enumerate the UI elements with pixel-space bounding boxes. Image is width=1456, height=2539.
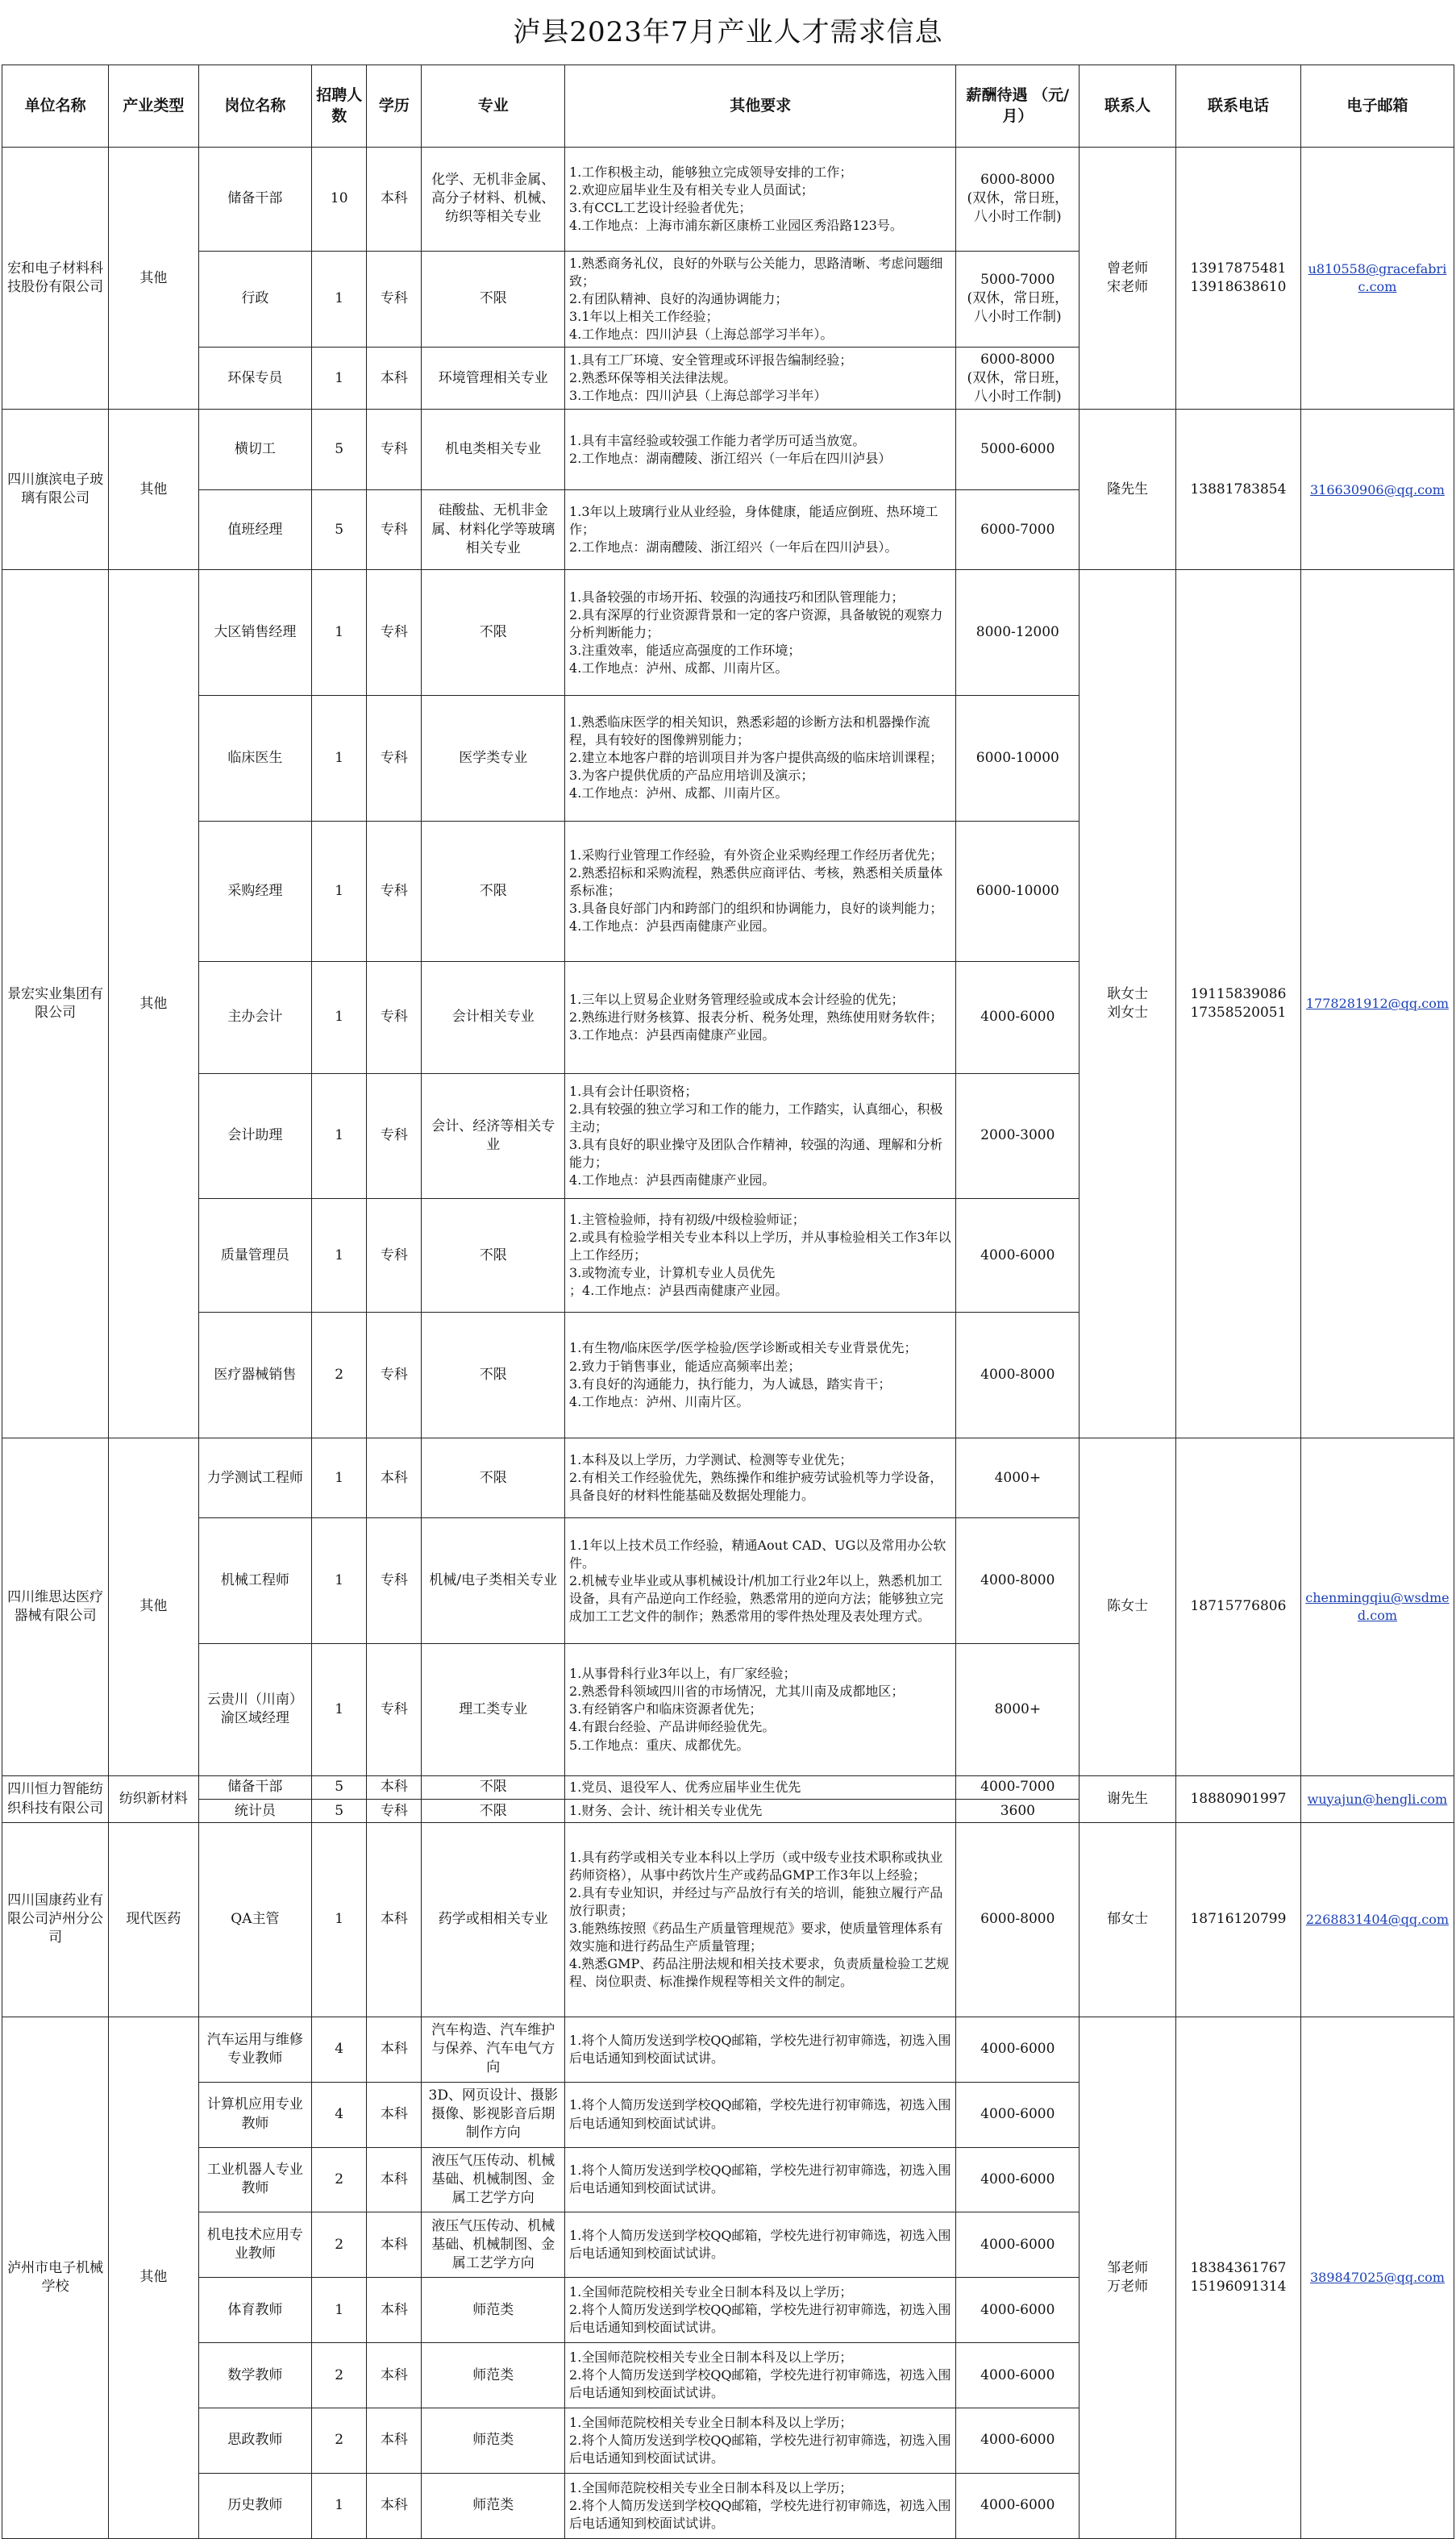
contact-email[interactable]: chenmingqiu@wsdmed.com (1300, 1438, 1454, 1775)
count-header: 招聘人数 (312, 65, 367, 148)
education-level: 本科 (367, 148, 422, 252)
position-header: 岗位名称 (198, 65, 311, 148)
salary-range: 4000-6000 (956, 1199, 1080, 1313)
major-field: 会计、经济等相关专业 (422, 1073, 565, 1199)
hire-count: 1 (312, 570, 367, 696)
major-field: 3D、网页设计、摄影摄像、影视影音后期制作方向 (422, 2082, 565, 2147)
position-name: 值班经理 (198, 489, 311, 570)
position-name: 汽车运用与维修专业教师 (198, 2017, 311, 2082)
salary-range: 4000-8000 (956, 1518, 1080, 1644)
hire-count: 2 (312, 2343, 367, 2408)
hire-count: 2 (312, 2147, 367, 2212)
contact-phone: 18880901997 (1176, 1775, 1301, 1822)
salary-range: 4000-6000 (956, 2278, 1080, 2343)
education-header: 学历 (367, 65, 422, 148)
position-name: 机电技术应用专业教师 (198, 2212, 311, 2278)
hire-count: 1 (312, 1644, 367, 1776)
education-level: 专科 (367, 695, 422, 821)
salary-range: 4000-6000 (956, 2408, 1080, 2474)
contact-phone: 13917875481 13918638610 (1176, 148, 1301, 410)
requirements-header: 其他要求 (565, 65, 956, 148)
position-name: QA主管 (198, 1823, 311, 2017)
major-field: 药学或相相关专业 (422, 1823, 565, 2017)
education-level: 专科 (367, 1199, 422, 1313)
major-field: 化学、无机非金属、高分子材料、机械、纺织等相关专业 (422, 148, 565, 252)
position-name: 环保专员 (198, 348, 311, 410)
position-name: 力学测试工程师 (198, 1438, 311, 1518)
company-name: 四川恒力智能纺织科技有限公司 (2, 1775, 109, 1822)
requirements-text: 1.熟悉临床医学的相关知识，熟悉彩超的诊断方法和机器操作流程，具有较好的图像辨别能力； 2.建立本地客户群的培训项目并为客户提供高级的临床培训课程； 3.为客户提供优质的产品应用培训及演示； 4.工作地点：泸州、成都、川南片区。 (565, 695, 956, 821)
position-name: 数学教师 (198, 2343, 311, 2408)
requirements-text: 1.全国师范院校相关专业全日制本科及以上学历； 2.将个人简历发送到学校QQ邮箱，学校先进行初审筛选，初选入围后电话通知到校面试试讲。 (565, 2278, 956, 2343)
requirements-text: 1.本科及以上学历，力学测试、检测等专业优先； 2.有相关工作经验优先，熟练操作和维护疲劳试验机等力学设备，具备良好的材料性能基础及数据处理能力。 (565, 1438, 956, 1518)
industry-type: 其他 (109, 2017, 199, 2538)
phone-header: 联系电话 (1176, 65, 1301, 148)
major-field: 不限 (422, 1199, 565, 1313)
major-field: 不限 (422, 821, 565, 961)
salary-range: 6000-10000 (956, 695, 1080, 821)
salary-range: 4000+ (956, 1438, 1080, 1518)
hire-count: 2 (312, 2408, 367, 2474)
contact-phone: 18384361767 15196091314 (1176, 2017, 1301, 2538)
hire-count: 1 (312, 695, 367, 821)
major-field: 不限 (422, 1438, 565, 1518)
hire-count: 10 (312, 148, 367, 252)
education-level: 本科 (367, 2082, 422, 2147)
major-field: 理工类专业 (422, 1644, 565, 1776)
major-field: 不限 (422, 1313, 565, 1438)
salary-range: 6000-8000 (956, 1823, 1080, 2017)
hire-count: 1 (312, 1073, 367, 1199)
page-title: 泸县2023年7月产业人才需求信息 (513, 16, 943, 48)
requirements-text: 1.将个人简历发送到学校QQ邮箱，学校先进行初审筛选，初选入围后电话通知到校面试试讲。 (565, 2212, 956, 2278)
salary-range: 3600 (956, 1800, 1080, 1823)
industry-type: 其他 (109, 410, 199, 570)
education-level: 本科 (367, 2473, 422, 2538)
education-level: 专科 (367, 1644, 422, 1776)
requirements-text: 1.3年以上玻璃行业从业经验，身体健康，能适应倒班、热环境工作； 2.工作地点：湖南醴陵、浙江绍兴（一年后在四川泸县）。 (565, 489, 956, 570)
education-level: 本科 (367, 348, 422, 410)
job-row (2, 148, 1454, 252)
position-name: 统计员 (198, 1800, 311, 1823)
hire-count: 5 (312, 1775, 367, 1799)
job-row (2, 1775, 1454, 1799)
position-name: 历史教师 (198, 2473, 311, 2538)
major-field: 会计相关专业 (422, 961, 565, 1073)
email-header: 电子邮箱 (1300, 65, 1454, 148)
salary-range: 6000-8000 (双休，常日班，八小时工作制) (956, 148, 1080, 252)
hire-count: 2 (312, 2212, 367, 2278)
position-name: 行政 (198, 251, 311, 348)
position-name: 储备干部 (198, 1775, 311, 1799)
hire-count: 1 (312, 1438, 367, 1518)
position-name: 计算机应用专业教师 (198, 2082, 311, 2147)
major-field: 师范类 (422, 2473, 565, 2538)
education-level: 专科 (367, 1313, 422, 1438)
position-name: 医疗器械销售 (198, 1313, 311, 1438)
salary-range: 6000-7000 (956, 489, 1080, 570)
hire-count: 1 (312, 2278, 367, 2343)
salary-range: 5000-6000 (956, 410, 1080, 490)
requirements-text: 1.熟悉商务礼仪，良好的外联与公关能力，思路清晰、考虑问题细致； 2.有团队精神、良好的沟通协调能力； 3.1年以上相关工作经验； 4.工作地点：四川泸县（上海总部学习半年）。 (565, 251, 956, 348)
job-row (2, 1438, 1454, 1518)
hire-count: 5 (312, 410, 367, 490)
position-name: 思政教师 (198, 2408, 311, 2474)
major-field: 硅酸盐、无机非金属、材料化学等玻璃相关专业 (422, 489, 565, 570)
position-name: 机械工程师 (198, 1518, 311, 1644)
contact-person: 邹老师 万老师 (1080, 2017, 1176, 2538)
salary-range: 6000-8000 (双休，常日班，八小时工作制) (956, 348, 1080, 410)
major-field: 师范类 (422, 2408, 565, 2474)
major-field: 不限 (422, 251, 565, 348)
requirements-text: 1.三年以上贸易企业财务管理经验或成本会计经验的优先； 2.熟练进行财务核算、报表分析、税务处理，熟练使用财务软件； 3.工作地点：泸县西南健康产业园。 (565, 961, 956, 1073)
requirements-text: 1.有生物/临床医学/医学检验/医学诊断或相关专业背景优先； 2.致力于销售事业，能适应高频率出差； 3.有良好的沟通能力，执行能力，为人诚恳，踏实肯干； 4.工作地点：泸州、川南片区。 (565, 1313, 956, 1438)
industry-type: 其他 (109, 1438, 199, 1775)
education-level: 专科 (367, 821, 422, 961)
major-field: 不限 (422, 1800, 565, 1823)
requirements-text: 1.党员、退役军人、优秀应届毕业生优先 (565, 1775, 956, 1799)
requirements-text: 1.具备较强的市场开拓、较强的沟通技巧和团队管理能力； 2.具有深厚的行业资源背景和一定的客户资源，具备敏锐的观察力分析判断能力； 3.注重效率，能适应高强度的工作环境； 4.工作地点：泸州、成都、川南片区。 (565, 570, 956, 696)
hire-count: 4 (312, 2082, 367, 2147)
company-name: 景宏实业集团有限公司 (2, 570, 109, 1438)
position-name: 临床医生 (198, 695, 311, 821)
job-row (2, 1823, 1454, 2017)
salary-range: 4000-7000 (956, 1775, 1080, 1799)
requirements-text: 1.全国师范院校相关专业全日制本科及以上学历； 2.将个人简历发送到学校QQ邮箱，学校先进行初审筛选，初选入围后电话通知到校面试试讲。 (565, 2343, 956, 2408)
contact-email[interactable]: u810558@gracefabric.com (1300, 148, 1454, 410)
company-name: 泸州市电子机械学校 (2, 2017, 109, 2538)
education-level: 专科 (367, 489, 422, 570)
contact-person: 郁女士 (1080, 1823, 1176, 2017)
requirements-text: 1.财务、会计、统计相关专业优先 (565, 1800, 956, 1823)
job-table (2, 65, 1454, 2539)
requirements-text: 1.全国师范院校相关专业全日制本科及以上学历； 2.将个人简历发送到学校QQ邮箱，学校先进行初审筛选，初选入围后电话通知到校面试试讲。 (565, 2408, 956, 2474)
hire-count: 1 (312, 821, 367, 961)
education-level: 专科 (367, 1073, 422, 1199)
salary-range: 5000-7000 (双休，常日班，八小时工作制) (956, 251, 1080, 348)
industry-header: 产业类型 (109, 65, 199, 148)
requirements-text: 1.1年以上技术员工作经验，精通Aout CAD、UG以及常用办公软件。 2.机械专业毕业或从事机械设计/机加工行业2年以上，熟悉机加工设备，具有产品逆向工作经验，熟悉常用的逆向方法；能够独立完成加工工艺文件的制作；熟悉常用的零件热处理及表处理方式。 (565, 1518, 956, 1644)
salary-range: 4000-6000 (956, 2212, 1080, 2278)
major-field: 液压气压传动、机械基础、机械制图、金属工艺学方向 (422, 2147, 565, 2212)
contact-email[interactable]: 2268831404@qq.com (1300, 1823, 1454, 2017)
contact-email[interactable]: 389847025@qq.com (1300, 2017, 1454, 2538)
salary-range: 4000-6000 (956, 2147, 1080, 2212)
contact-person: 隆先生 (1080, 410, 1176, 570)
contact-phone: 19115839086 17358520051 (1176, 570, 1301, 1438)
education-level: 本科 (367, 2212, 422, 2278)
header-row (2, 65, 1454, 148)
hire-count: 5 (312, 489, 367, 570)
education-level: 本科 (367, 1775, 422, 1799)
major-field: 医学类专业 (422, 695, 565, 821)
position-name: 横切工 (198, 410, 311, 490)
contact-phone: 13881783854 (1176, 410, 1301, 570)
hire-count: 1 (312, 251, 367, 348)
requirements-text: 1.将个人简历发送到学校QQ邮箱，学校先进行初审筛选，初选入围后电话通知到校面试试讲。 (565, 2147, 956, 2212)
salary-range: 8000+ (956, 1644, 1080, 1776)
contact-email[interactable]: 1778281912@qq.com (1300, 570, 1454, 1438)
requirements-text: 1.将个人简历发送到学校QQ邮箱，学校先进行初审筛选，初选入围后电话通知到校面试试讲。 (565, 2082, 956, 2147)
position-name: 体育教师 (198, 2278, 311, 2343)
hire-count: 2 (312, 1313, 367, 1438)
education-level: 专科 (367, 1518, 422, 1644)
salary-range: 4000-6000 (956, 2082, 1080, 2147)
company-header: 单位名称 (2, 65, 109, 148)
contact-person: 曾老师 宋老师 (1080, 148, 1176, 410)
requirements-text: 1.全国师范院校相关专业全日制本科及以上学历； 2.将个人简历发送到学校QQ邮箱，学校先进行初审筛选，初选入围后电话通知到校面试试讲。 (565, 2473, 956, 2538)
company-name: 四川旗滨电子玻璃有限公司 (2, 410, 109, 570)
education-level: 本科 (367, 1823, 422, 2017)
hire-count: 1 (312, 1199, 367, 1313)
job-row (2, 410, 1454, 490)
contact-email[interactable]: wuyajun@hengli.com (1300, 1775, 1454, 1822)
requirements-text: 1.具有工厂环境、安全管理或环评报告编制经验； 2.熟悉环保等相关法律法规。 3.工作地点：四川泸县（上海总部学习半年） (565, 348, 956, 410)
education-level: 本科 (367, 2278, 422, 2343)
contact-header: 联系人 (1080, 65, 1176, 148)
major-field: 不限 (422, 1775, 565, 1799)
contact-phone: 18715776806 (1176, 1438, 1301, 1775)
education-level: 本科 (367, 2147, 422, 2212)
salary-range: 4000-6000 (956, 2473, 1080, 2538)
major-header: 专业 (422, 65, 565, 148)
salary-range: 4000-6000 (956, 2343, 1080, 2408)
education-level: 专科 (367, 1800, 422, 1823)
position-name: 储备干部 (198, 148, 311, 252)
salary-header: 薪酬待遇 （元/月） (956, 65, 1080, 148)
position-name: 工业机器人专业教师 (198, 2147, 311, 2212)
contact-phone: 18716120799 (1176, 1823, 1301, 2017)
education-level: 本科 (367, 1438, 422, 1518)
requirements-text: 1.具有会计任职资格； 2.具有较强的独立学习和工作的能力，工作踏实，认真细心，积极主动； 3.具有良好的职业操守及团队合作精神，较强的沟通、理解和分析能力； 4.工作地点：泸县西南健康产业园。 (565, 1073, 956, 1199)
salary-range: 4000-6000 (956, 2017, 1080, 2082)
requirements-text: 1.主管检验师，持有初级/中级检验师证； 2.或具有检验学相关专业本科以上学历，并从事检验相关工作3年以上工作经历； 3.或物流专业，计算机专业人员优先 ；4.工作地点：泸县西南健康产业园。 (565, 1199, 956, 1313)
requirements-text: 1.具有药学或相关专业本科以上学历（或中级专业技术职称或执业药师资格），从事中药饮片生产或药品GMP工作3年以上经验； 2.具有专业知识，并经过与产品放行有关的培训，能独立履行产品放行职责； 3.能熟练按照《药品生产质量管理规范》要求，使质量管理体系有效实施和进行药品生产质量管理； 4.熟悉GMP、药品注册法规和相关技术要求，负责质量检验工艺规程、岗位职责、标准操作规程等相关文件的制定。 (565, 1823, 956, 2017)
requirements-text: 1.工作积极主动，能够独立完成领导安排的工作； 2.欢迎应届毕业生及有相关专业人员面试； 3.有CCL工艺设计经验者优先； 4.工作地点：上海市浦东新区康桥工业园区秀沿路123号。 (565, 148, 956, 252)
contact-person: 陈女士 (1080, 1438, 1176, 1775)
major-field: 不限 (422, 570, 565, 696)
major-field: 师范类 (422, 2343, 565, 2408)
position-name: 大区销售经理 (198, 570, 311, 696)
major-field: 汽车构造、汽车维护与保养、汽车电气方向 (422, 2017, 565, 2082)
major-field: 机电类相关专业 (422, 410, 565, 490)
salary-range: 6000-10000 (956, 821, 1080, 961)
contact-person: 谢先生 (1080, 1775, 1176, 1822)
company-name: 四川维思达医疗器械有限公司 (2, 1438, 109, 1775)
salary-range: 2000-3000 (956, 1073, 1080, 1199)
industry-type: 其他 (109, 570, 199, 1438)
position-name: 云贵川（川南）渝区域经理 (198, 1644, 311, 1776)
industry-type: 现代医药 (109, 1823, 199, 2017)
contact-email[interactable]: 316630906@qq.com (1300, 410, 1454, 570)
major-field: 机械/电子类相关专业 (422, 1518, 565, 1644)
requirements-text: 1.具有丰富经验或较强工作能力者学历可适当放宽。 2.工作地点：湖南醴陵、浙江绍兴（一年后在四川泸县） (565, 410, 956, 490)
position-name: 会计助理 (198, 1073, 311, 1199)
contact-person: 耿女士 刘女士 (1080, 570, 1176, 1438)
hire-count: 4 (312, 2017, 367, 2082)
education-level: 本科 (367, 2343, 422, 2408)
education-level: 本科 (367, 2408, 422, 2474)
hire-count: 1 (312, 2473, 367, 2538)
industry-type: 其他 (109, 148, 199, 410)
requirements-text: 1.采购行业管理工作经验，有外资企业采购经理工作经历者优先； 2.熟悉招标和采购流程，熟悉供应商评估、考核，熟悉相关质量体系标准； 3.具备良好部门内和跨部门的组织和协调能力，良好的谈判能力； 4.工作地点：泸县西南健康产业园。 (565, 821, 956, 961)
hire-count: 1 (312, 1518, 367, 1644)
requirements-text: 1.从事骨科行业3年以上，有厂家经验； 2.熟悉骨科领域四川省的市场情况，尤其川南及成都地区； 3.有经销客户和临床资源者优先； 4.有跟台经验、产品讲师经验优先。 5.工作地点：重庆、成都优先。 (565, 1644, 956, 1776)
hire-count: 1 (312, 348, 367, 410)
hire-count: 5 (312, 1800, 367, 1823)
major-field: 液压气压传动、机械基础、机械制图、金属工艺学方向 (422, 2212, 565, 2278)
education-level: 专科 (367, 251, 422, 348)
hire-count: 1 (312, 961, 367, 1073)
position-name: 主办会计 (198, 961, 311, 1073)
education-level: 本科 (367, 2017, 422, 2082)
industry-type: 纺织新材料 (109, 1775, 199, 1822)
salary-range: 8000-12000 (956, 570, 1080, 696)
education-level: 专科 (367, 410, 422, 490)
salary-range: 4000-8000 (956, 1313, 1080, 1438)
position-name: 质量管理员 (198, 1199, 311, 1313)
salary-range: 4000-6000 (956, 961, 1080, 1073)
major-field: 环境管理相关专业 (422, 348, 565, 410)
major-field: 师范类 (422, 2278, 565, 2343)
hire-count: 1 (312, 1823, 367, 2017)
job-row (2, 2017, 1454, 2082)
company-name: 宏和电子材料科技股份有限公司 (2, 148, 109, 410)
job-row (2, 570, 1454, 696)
requirements-text: 1.将个人简历发送到学校QQ邮箱，学校先进行初审筛选，初选入围后电话通知到校面试试讲。 (565, 2017, 956, 2082)
education-level: 专科 (367, 961, 422, 1073)
company-name: 四川国康药业有限公司泸州分公司 (2, 1823, 109, 2017)
education-level: 专科 (367, 570, 422, 696)
position-name: 采购经理 (198, 821, 311, 961)
